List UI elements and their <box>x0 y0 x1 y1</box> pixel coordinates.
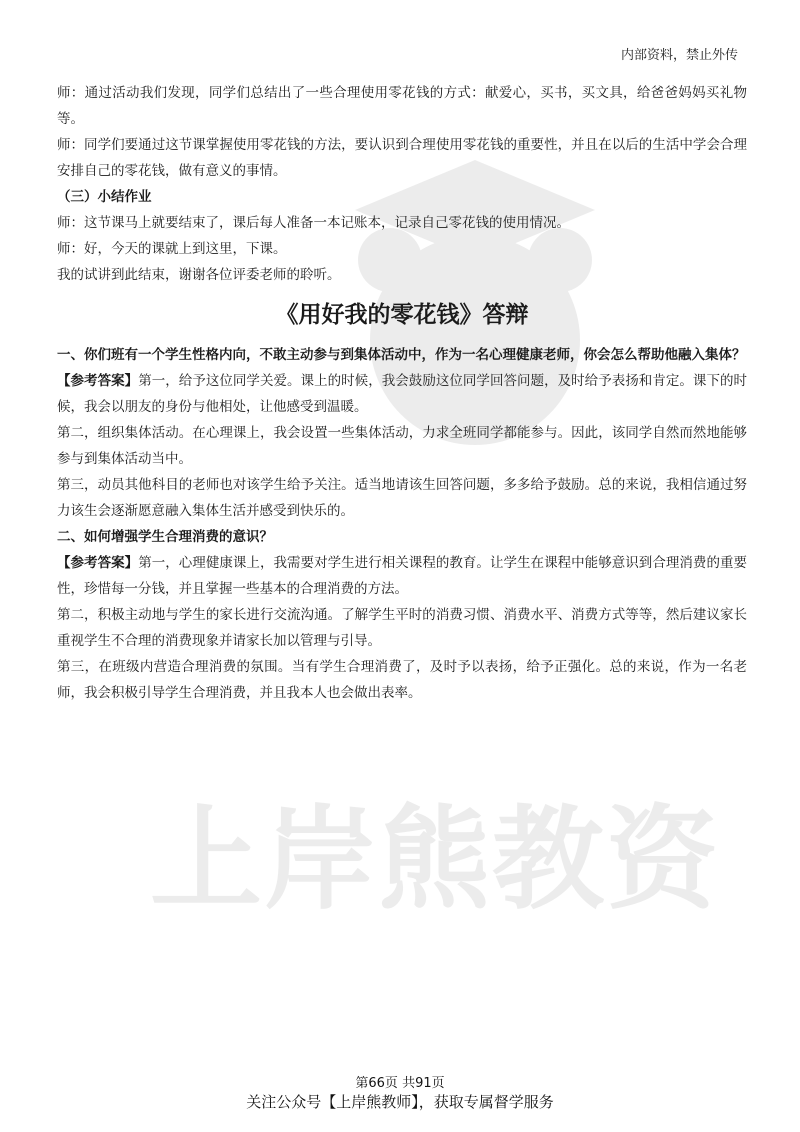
page-footer <box>0 1075 800 1111</box>
answer-text: 第一，给予这位同学关爱。课上的时候，我会鼓励这位同学回答问题，及时给予表扬和肯定。课下的时候，我会以朋友的身份与他相处，让他感受到温暖。 <box>57 373 748 415</box>
answer-paragraph <box>57 550 747 602</box>
defense-title: 《用好我的零花钱》答辩 <box>275 301 529 328</box>
paragraph: 师：好，今天的课就上到这里，下课。 <box>57 241 287 257</box>
paragraph: 师：通过活动我们发现，同学们总结出了一些合理使用零花钱的方式：献爱心，买书，买文具，给爸爸妈妈买礼物等。 <box>57 85 747 127</box>
answer-text: 第一，心理健康课上，我需要对学生进行相关课程的教育。让学生在课程中能够意识到合理消费的重要性，珍惜每一分钱，并且掌握一些基本的合理消费的方法。 <box>57 555 748 597</box>
paragraph: 我的试讲到此结束，谢谢各位评委老师的聆听。 <box>57 267 341 283</box>
answer-paragraph: 第二，积极主动地与学生的家长进行交流沟通。了解学生平时的消费习惯、消费水平、消费方式等等，然后建议家长重视学生不合理的消费现象并请家长加以管理与引导。 <box>57 607 747 649</box>
watermark-text: 上岸熊教资 <box>150 795 720 925</box>
footer-promo: 关注公众号【上岸熊教师】，获取专属督学服务 <box>246 1093 554 1111</box>
section-heading: （三）小结作业 <box>57 189 152 205</box>
answer-paragraph: 第三，在班级内营造合理消费的氛围。当有学生合理消费了，及时予以表扬，给予正强化。总的来说，作为一名老师，我会积极引导学生合理消费，并且我本人也会做出表率。 <box>57 659 747 701</box>
question-heading: 二、如何增强学生合理消费的意识？ <box>57 529 273 545</box>
answer-tag: 【参考答案】 <box>57 373 139 389</box>
answer-paragraph <box>57 368 747 420</box>
paragraph: 师：同学们要通过这节课掌握使用零花钱的方法，要认识到合理使用零花钱的重要性，并且在以后的生活中学会合理安排自己的零花钱，做有意义的事情。 <box>57 137 747 179</box>
page-number: 第66页 共91页 <box>355 1076 445 1091</box>
answer-paragraph: 第三，动员其他科目的老师也对该学生给予关注。适当地请该生回答问题，多多给予鼓励。总的来说，我相信通过努力该生会逐渐愿意融入集体生活并感受到快乐的。 <box>57 477 747 519</box>
question-heading: 一、你们班有一个学生性格内向，不敢主动参与到集体活动中，作为一名心理健康老师，你会怎么帮助他融入集体？ <box>57 347 746 363</box>
answer-paragraph: 第二，组织集体活动。在心理课上，我会设置一些集体活动，力求全班同学都能参与。因此，该同学自然而然地能够参与到集体活动当中。 <box>57 425 747 467</box>
paragraph: 师：这节课马上就要结束了，课后每人准备一本记账本，记录自己零花钱的使用情况。 <box>57 215 570 231</box>
main-content <box>57 80 747 706</box>
answer-tag: 【参考答案】 <box>57 555 139 571</box>
header-note: 内部资料，禁止外传 <box>620 48 738 63</box>
